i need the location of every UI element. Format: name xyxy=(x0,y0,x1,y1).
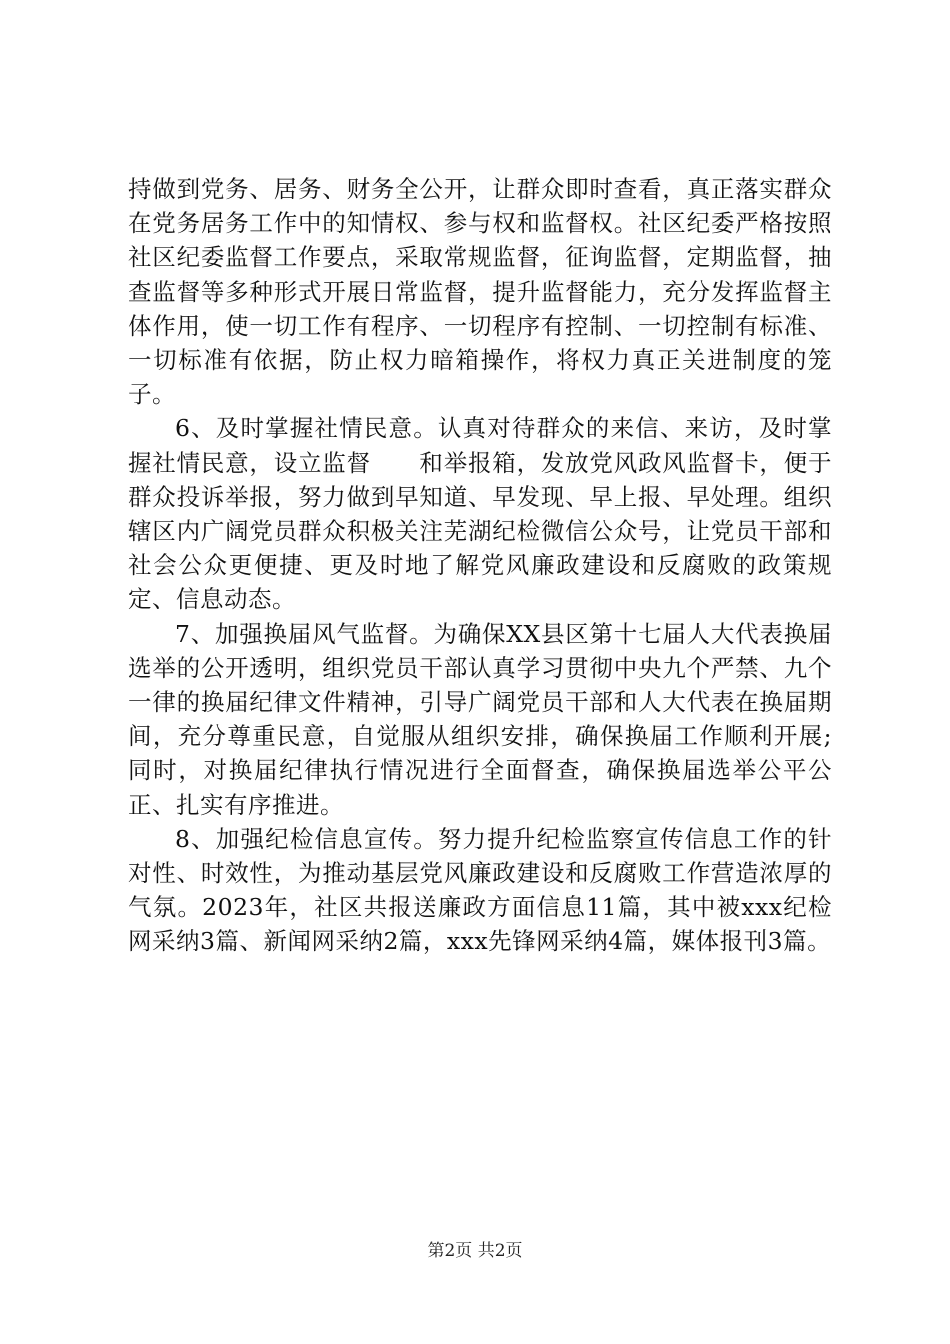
paragraph-2: 6、及时掌握社情民意。认真对待群众的来信、来访，及时掌握社情民意，设立监督 和举报箱，发放党风政风监督卡，便于群众投诉举报，努力做到早知道、早发现、早上报、早处理。组织辖区内广阔党员群众积极关注芜湖纪检微信公众号，让党员干部和社会公众更便捷、更及时地了解党风廉政建设和反腐败的政策规定、信息动态。 xyxy=(128,414,832,614)
paragraph-3: 7、加强换届风气监督。为确保XX县区第十七届人大代表换届选举的公开透明，组织党员干部认真学习贯彻中央九个严禁、九个一律的换届纪律文件精神，引导广阔党员干部和人大代表在换届期间，充分尊重民意，自觉服从组织安排，确保换届工作顺利开展;同时，对换届纪律执行情况进行全面督查，确保换届选举公平公正、扎实有序推进。 xyxy=(128,619,832,819)
document-body xyxy=(128,172,832,959)
paragraph-4: 8、加强纪检信息宣传。努力提升纪检监察宣传信息工作的针对性、时效性，为推动基层党风廉政建设和反腐败工作营造浓厚的气氛。2023年，社区共报送廉政方面信息11篇，其中被xxx纪检网采纳3篇、新闻网采纳2篇，xxx先锋网采纳4篇，媒体报刊3篇。 xyxy=(128,824,832,956)
paragraph-1: 持做到党务、居务、财务全公开，让群众即时查看，真正落实群众在党务居务工作中的知情权、参与权和监督权。社区纪委严格按照社区纪委监督工作要点，采取常规监督，征询监督，定期监督，抽查监督等多种形式开展日常监督，提升监督能力，充分发挥监督主体作用，使一切工作有程序、一切程序有控制、一切控制有标准、一切标准有依据，防止权力暗箱操作，将权力真正关进制度的笼子。 xyxy=(128,175,832,409)
page-footer: 第2页 共2页 xyxy=(427,1241,523,1261)
